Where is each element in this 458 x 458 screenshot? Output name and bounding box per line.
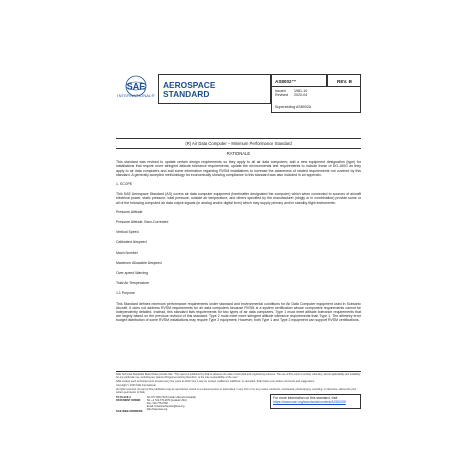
scope-item-vertical-speed: Vertical Speed (116, 230, 139, 235)
more-info-text: For more information on this standard, visit (273, 396, 338, 400)
rationale-heading: RATIONALE (226, 151, 251, 156)
scope-item-baro-corrected: Pressure Altitude, Baro-Corrected (116, 220, 169, 225)
standard-url-link[interactable]: https://www.sae.org/standards/content/AS8002B (273, 400, 346, 405)
order-values (147, 396, 196, 411)
purpose-heading: 1.1 Purpose (116, 291, 135, 296)
document-subject: (R) Air Data Computer – Minimum Performance Standard (185, 140, 292, 146)
document-body (116, 152, 361, 328)
scope-item-mach-number: Mach Number (116, 250, 138, 255)
doc-number: AS8002™ (275, 78, 297, 84)
order-contact (116, 396, 266, 411)
scope-item-max-airspeed: Maximum Allowable Airspeed (116, 260, 162, 265)
revision-label: REV. B (337, 78, 352, 84)
footer-divider (116, 371, 361, 372)
title-box (158, 74, 271, 104)
title-line-1: AEROSPACE (163, 80, 216, 90)
logo-subtext: INTERNATIONAL® (117, 93, 155, 98)
revised-value: 2020-04 (294, 93, 308, 98)
doc-number-box (271, 74, 327, 87)
scope-text: This SAE Aerospace Standard (AS) covers air data computer equipment (hereinafter designated the computer) which when connected to sources of aircraft electrical power, static pressure, total pressure, outside air temperature, and others specified by the manufacturer (singly or in combination) provide some or all of the following computed air data output signals (in analog and/or digital form) which may supply primary and/or standby flight instruments: (116, 192, 361, 205)
footnote-copyright: Copyright © 2020 SAE International (116, 384, 156, 387)
superseding-note: Superseding AS8002A (275, 105, 312, 109)
revised-label: Revised (275, 93, 288, 98)
order-email[interactable]: Email: CustomerService@sae.org (146, 405, 185, 408)
issued-value: 1981-10 (294, 89, 308, 93)
document-type-title (163, 81, 215, 99)
scope-item-total-air-temp: Total Air Temperature (116, 281, 150, 286)
footnote-rules: SAE Technical Standards Board Rules provide that: "This report is published by SAE to advance the state of technical and engineering sciences. The use of this report is entirely voluntary, and its applicability and suitability for any particular use, including any patent infringement arising therefrom, is the sole responsibility of the user." (116, 373, 361, 379)
order-fax: Fax: 724-776-0790 (146, 402, 168, 405)
dates-list (275, 89, 307, 98)
title-line-2: STANDARD (163, 89, 210, 99)
footnote-review: SAE reviews each technical report at least every five years at which time it may be revised, reaffirmed, stabilized, or cancelled. SAE invites your written comments and suggestions. (116, 380, 315, 383)
more-info-box (270, 394, 361, 409)
issued-label: Issued (275, 89, 286, 93)
sae-web-address-label: SAE WEB ADDRESS: (116, 410, 144, 413)
order-tel-2: Tel: +1 724-776-4970 (outside USA) (146, 399, 187, 402)
footnote-rights: All rights reserved. No part of this publication may be reproduced, stored in a retrieval system or transmitted, in any form or by any means, electronic, mechanical, photocopying, recording, or otherwise, without the prior written permission of SAE. (116, 388, 357, 394)
revised-row (275, 93, 307, 97)
subject-bar (116, 138, 361, 149)
order-web[interactable]: http://www.sae.org (146, 408, 168, 411)
footnotes (116, 373, 361, 395)
scope-heading: 1. SCOPE (116, 182, 133, 187)
order-label: TO PLACE A DOCUMENT ORDER: (116, 396, 141, 402)
dates-box (271, 87, 361, 113)
order-tel: Tel: 877-606-7323 (inside USA and Canada) (146, 396, 196, 399)
document-header (116, 74, 361, 136)
scope-item-overspeed-warning: Over-speed Warning (116, 271, 149, 276)
scope-item-pressure-altitude: Pressure Altitude (116, 209, 143, 214)
rationale-text: This standard was revised to update certain design requirements so they apply to all air data computers; add a new equipment designation (type) for installations that require more stringent altitude tolerance requirements; update the environmental test requirements to include those of DO-160G as they apply to air data computers and add some information regarding RVSM installations to increase the awareness of related requirements not covered by this standard. A generally accepted methodology for economically showing compliance to this standard was also included in an appendix. (116, 160, 361, 177)
revision-box (327, 74, 361, 87)
logo-text: SAE (126, 81, 146, 92)
scope-item-calibrated-airspeed: Calibrated Airspeed (116, 240, 147, 245)
purpose-text: This Standard defines minimum performance requirements under standard and environmental conditions for Air Data Computer equipment used in Subsonic Aircraft. It does not address RVSM requirements for air data computers because RVSM is a system certification whose component requirements cannot be independently detailed. Instead, this standard lists requirements for two types of air data computers. Type 1 must meet altitude tolerance requirements that are largely based on the previous revision of this standard. Type 2 must meet more stringent altitude tolerance requirements than Type 1. The altimetry error budget distribution of some RVSM installations may require Type 2 equipment. However, both Type 1 and Type 2 equipment can support RVSM certifications. (116, 301, 361, 323)
